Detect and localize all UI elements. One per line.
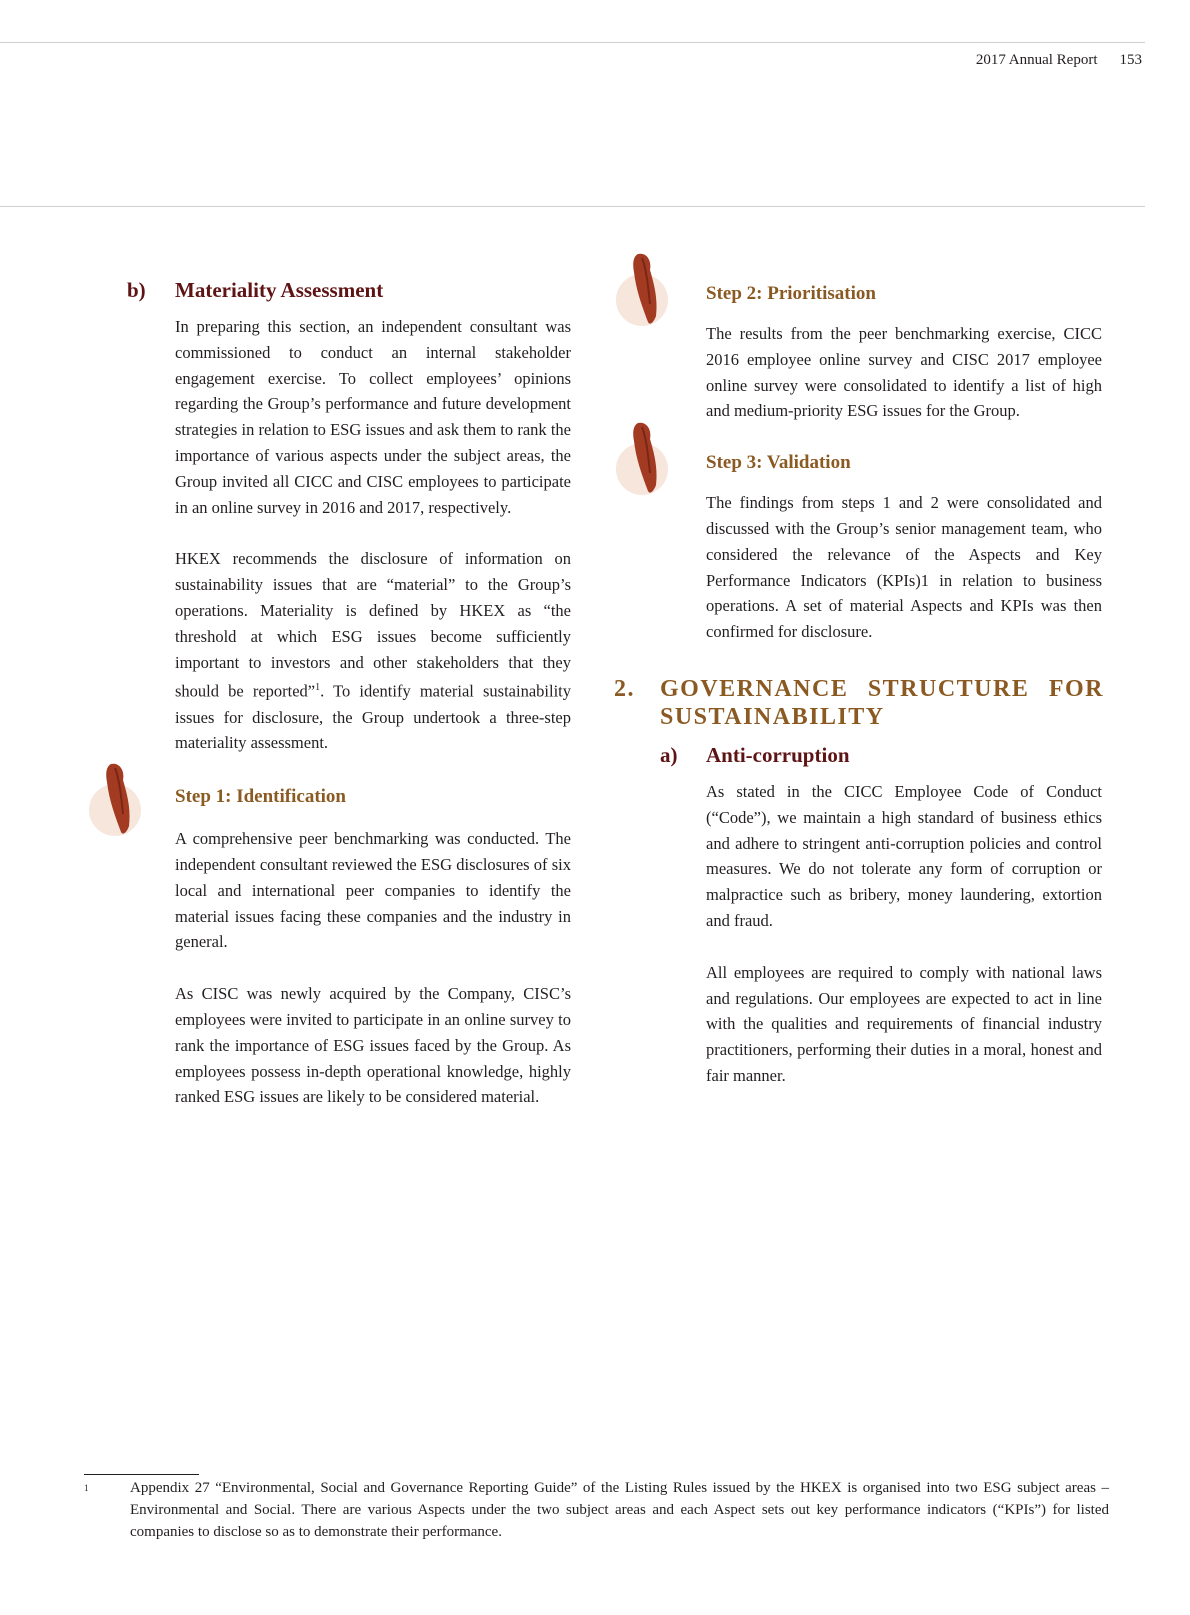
paragraph: The results from the peer benchmarking exercise, CICC 2016 employee online survey and CISC 2017 employee online survey were consolidated to identify a list of high and medium-priority ESG issues for the Group. (706, 324, 1102, 421)
step-title: Step 1: Identification (175, 786, 346, 808)
right-column (614, 283, 1104, 1089)
left-column (127, 278, 572, 1110)
page-header (976, 52, 1142, 69)
footnote-text: Appendix 27 “Environmental, Social and Governance Reporting Guide” of the Listing Rules issued by the HKEX is organised into two ESG subject areas – Environmental and Social. There are various Aspects under the two subject areas and each Aspect sets out key performance indicators (“KPIs”) for listed companies to disclose so as to demonstrate their performance. (130, 1480, 1109, 1540)
step-2 (614, 283, 1104, 313)
subsection-title: Anti-corruption (706, 742, 850, 767)
brush-stroke-icon (612, 250, 676, 334)
paragraph: HKEX recommends the disclosure of information on sustainability issues that are “material” to the Group’s operations. Materiality is defined by HKEX as “the threshold at which ESG issues become sufficiently important to investors and other stakeholders that they should be reported”$^1$. To identify material sustainability issues for disclosure, the Group undertook a three-step materiality assessment. (175, 549, 571, 753)
step-title: Step 2: Prioritisation (706, 283, 876, 304)
subsection-heading (614, 743, 1104, 775)
footnote (84, 1477, 1109, 1543)
paragraph: As stated in the CICC Employee Code of Conduct (“Code”), we maintain a high standard of business ethics and adhere to stringent anti-corruption policies and control measures. We do not tolerate any form of corruption or malpractice such as bribery, money laundering, extortion and fraud. (706, 781, 1102, 930)
brush-stroke-icon (612, 419, 676, 503)
section-number: 2. (614, 675, 635, 702)
governance-heading (614, 675, 1104, 731)
step-3 (614, 452, 1104, 482)
subsection-body (706, 779, 1102, 1089)
section-heading (127, 278, 572, 308)
paragraph: A comprehensive peer benchmarking was conducted. The independent consultant reviewed the ESG disclosures of six local and international peer companies to identify the material issues facing these companies and the industry in general. (175, 829, 571, 952)
footnote-ref[interactable]: 1 (315, 682, 321, 694)
paragraph: In preparing this section, an independent consultant was commissioned to conduct an internal stakeholder engagement exercise. To collect employees’ opinions regarding the Group’s performance and future development strategies in relation to ESG issues and ask them to rank the importance of various aspects under the subject areas, the Group invited all CICC and CISC employees to participate in an online survey in 2016 and 2017, respectively. (175, 317, 571, 517)
step-body (706, 321, 1102, 424)
footnote-rule (84, 1474, 199, 1475)
report-title: 2017 Annual Report (975, 52, 1098, 68)
step-1 (127, 778, 572, 816)
footnote-mark: 1 (84, 1483, 89, 1493)
brush-stroke-icon (85, 760, 149, 844)
header-rule (0, 42, 1145, 43)
paragraph: As CISC was newly acquired by the Company, CISC’s employees were invited to participate in an online survey to rank the importance of ESG issues faced by the Group. As employees possess in-depth operational knowledge, highly ranked ESG issues are likely to be considered material. (175, 984, 571, 1107)
step-title: Step 3: Validation (706, 452, 851, 474)
section-title: Materiality Assessment (175, 278, 384, 302)
section-title: GOVERNANCE STRUCTURE FOR SUSTAINABILITY (660, 675, 1104, 730)
paragraph: The findings from steps 1 and 2 were consolidated and discussed with the Group’s senior management team, who considered the relevance of the Aspects and Key Performance Indicators (KPIs)1 in relation to business operations. A set of material Aspects and KPIs was then confirmed for disclosure. (706, 493, 1102, 642)
section-label: b) (127, 278, 146, 302)
section-body (175, 314, 571, 756)
divider-rule (0, 206, 1145, 207)
page-number: 153 (1119, 52, 1142, 68)
step-body (706, 490, 1102, 645)
paragraph: All employees are required to comply with national laws and regulations. Our employees are expected to act in line with the qualities and requirements of financial industry practitioners, performing their duties in a moral, honest and fair manner. (706, 962, 1102, 1085)
subsection-label: a) (660, 742, 678, 767)
step-body (175, 826, 571, 1110)
